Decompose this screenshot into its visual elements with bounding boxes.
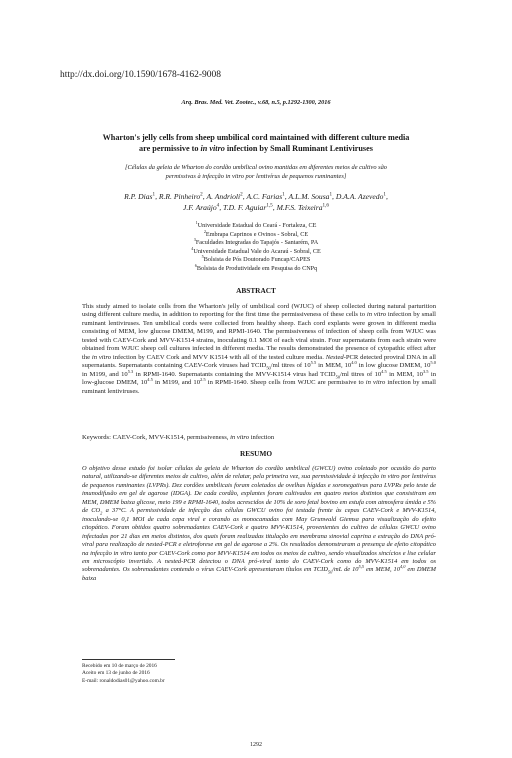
pt-title-line-2: permissivas à infecção in vitro por lentivírus de pequenos ruminantes]	[165, 172, 347, 180]
affiliation: $^4$Universidade Estadual Vale do Acaraú - Sobral, CE	[191, 245, 321, 255]
author: A.C. Farias$^1$,	[246, 191, 289, 201]
journal-citation: Arq. Bras. Med. Vet. Zootec., v.68, n.5, p.1292-1300, 2016	[181, 99, 331, 106]
affiliation: $^1$Universidade Estadual do Ceará - Fortaleza, CE	[195, 219, 317, 229]
abstract-heading: ABSTRACT	[236, 286, 276, 295]
author: T.D. F. Aguiar$^{1,5}$,	[223, 201, 277, 212]
resumo-heading: RESUMO	[239, 449, 273, 458]
author: A.L.M. Sousa$^1$,	[288, 191, 336, 201]
author: M.F.S. Teixeira$^{1,6}$	[276, 201, 329, 212]
article-title	[70, 133, 442, 154]
abstract-text: This study aimed to isolate cells from the Wharton's jelly of umbilical cord (WJUC) of sheep collected during natural parturition using different culture media, in addition to reporting for the first time the permissiveness of these cells to in vitro infection by small ruminant lentiviruses. Ten umbilical cords were collected from healthy sheep. Each cord explants were grown in different media consisting of MEM, low glucose DMEM, M199, and RPMI-1640. The permissiveness of infection of sheep cells from WJUC was tested with CAEV-Cork and MVV-K1514 strains, inoculating 0.1 MOI of each viral strain. Four supernatants from each strain were obtained from WJUC sheep cell cultures infected in different media. The results demonstrated the presence of cytopathic effect after the in vitro infection by CAEV Cork and MVV K1514 with all of the tested culture media. Nested-PCR detected proviral DNA in all supernatants. Supernatants containing CAEV-Cork viruses had $TCID_{50}/ml$ titres of $10^{5.5}$ in MEM, $10^{4.0}$ in low glucose DMEM, $10^{5.0}$ in M199, and $10^{5.3}$ in RPMI-1640. Supernatants containing the MVV-K1514 virus had $TCID_{50}/ml$ titres of $10^{4.5}$ in MEM, $10^{3.5}$ in low-glucose DMEM, $10^{4.5}$ in M199, and $10^{2.5}$ in RPMI-1640. Sheep cells from WJUC are permissive to in vitro infection by small ruminant lentiviruses.	[82, 303, 437, 395]
affiliation: $^5$Bolsista de Pós Doutorado Funcap/CAPES	[201, 253, 311, 263]
resumo-text: O objetivo desse estudo foi isolar células da geleia de Wharton do cordão umbilical (GWCU) ovino coletado por ocasião do parto natural, utilizando-se diferentes meios de cultivo, além de relatar, pela primeira vez, sua permissividade à infecção in vitro por lentivírus de pequenos ruminantes (LVPRs). Dez cordões umbilicais foram coletados de ovelhas hígidas e soronegativas para LVPRs pelo teste de imunodifusão em gel de agarose (IDGA). De cada cordão, explantes foram cultivados em quatro meios distintos que consistiram em MEM, DMEM baixa glicose, meio 199 e RPMI-1640, todos acrescidos de 10% de soro fetal bovino em estufa com atmosfera úmida e 5% de $CO_2$ a 37°C. A permissividade de infecção das células GWCU ovino foi testada frente às cepas CAEV-Cork e MVV-K1514, inoculando-se 0,1 MOI de cada cepa viral e corando as monocamadas com May Grunwald Giemsa para visualização do efeito citopático. Foram obtidos quatro sobrenadantes CAEV-Cork e quatro MVV-K1514, provenientes do cultivo de células GWCU ovino infectadas por 21 dias em meios distintos, dos quais foram realizadas titulação em membrana sinovial caprina e extração do DNA pró-viral para realização de nested-PCR e eletroforese em gel de agarose a 2%. Os resultados demonstraram a presença de efeito citopático na infecção in vitro tanto por CAEV-Cork como por MVV-K1514 em todos os meios de cultivo, sendo visualizados sincícios e lise celular em microscópio invertido. A nested-PCR detectou o DNA pró-viral tanto do CAEV-Cork como do MVV-K1514 em todos os sobrenadantes. Os sobrenadantes contendo o vírus CAEV-Cork apresentaram títulos em $TCID_{50}/mL$ de 10$^{5,5}$ em MEM, 10$^{4,0}$ em DMEM baixa	[82, 465, 436, 582]
affiliation: $^2$Embrapa Caprinos e Ovinos - Sobral, CE	[203, 228, 309, 238]
author: R.P. Dias$^1$,	[124, 191, 159, 201]
author: D.A.A. Azevedo$^1$,	[335, 191, 388, 201]
affiliation: $^3$Faculdades Integradas do Tapajós - Santarém, PA	[193, 236, 319, 246]
keywords: Keywords: CAEV-Cork, MVV-K1514, permissiveness, in vitro infection	[82, 434, 275, 441]
footnote-received: Recebido em 10 de março de 2016	[82, 663, 157, 669]
author: R.R. Pinheiro$^2$,	[158, 191, 207, 201]
author: J.F. Araújo$^4$,	[182, 201, 224, 212]
footnote-email[interactable]: E-mail: ronaldodias01@yahoo.com.br	[82, 677, 165, 684]
page-number: 1292	[250, 742, 262, 748]
affiliations	[0, 219, 512, 273]
title-italic: in vitro	[200, 143, 225, 153]
author: A. Andrioli$^2$,	[206, 191, 247, 201]
title-line-1: Wharton's jelly cells from sheep umbilical cord maintained with different culture media	[102, 133, 410, 142]
footnotes	[82, 663, 165, 685]
footnote-accepted: Aceito em 13 de junho de 2016	[82, 670, 150, 677]
portuguese-title	[90, 164, 422, 181]
title-line-2a: are permissive to	[139, 143, 201, 153]
author-list	[90, 192, 422, 213]
pt-title-line-1: [Células da geleia de Wharton do cordão umbilical ovino mantidas em diferentes meios de cultivo são	[124, 164, 388, 171]
footnote-divider	[82, 659, 175, 660]
affiliation: $^6$Bolsista de Produtividade em Pesquisa do CNPq	[194, 262, 318, 272]
title-line-2b: infection by Small Ruminant Lentiviruses	[224, 143, 373, 153]
doi-link[interactable]: http://dx.doi.org/10.1590/1678-4162-9008	[60, 70, 222, 80]
